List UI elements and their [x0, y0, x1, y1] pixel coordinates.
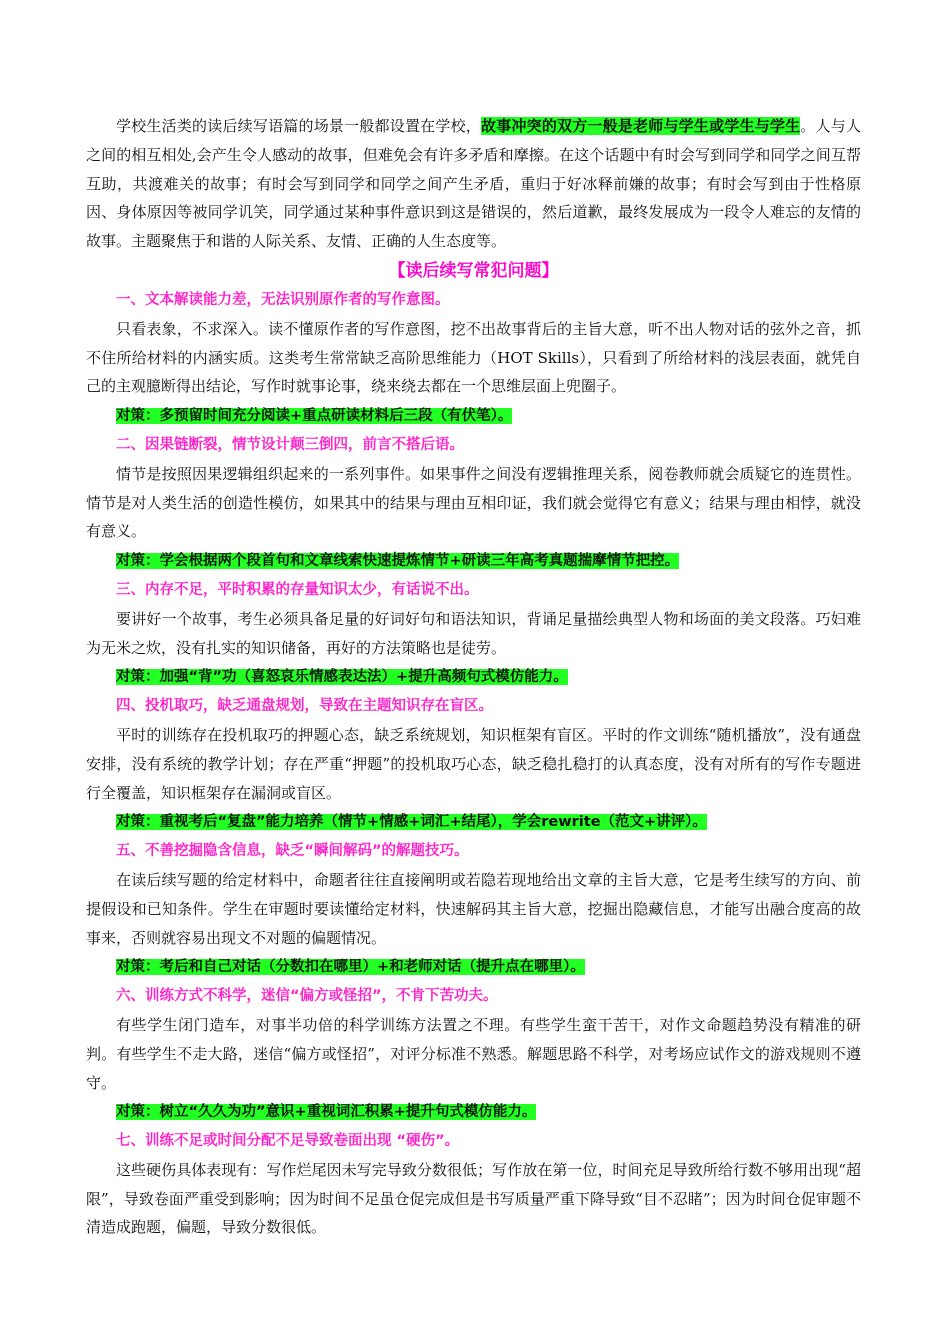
section-heading: 【读后续写常犯问题】	[388, 260, 559, 281]
section-1-title: 一、文本解读能力差，无法识别原作者的写作意图。	[116, 291, 450, 308]
section-4-title: 四、投机取巧，缺乏通盘规划，导致在主题知识存在盲区。	[116, 698, 493, 715]
section-5-title: 五、不善挖掘隐含信息，缺乏“瞬间解码”的解题技巧。	[116, 843, 469, 860]
section-3-title: 三、内存不足，平时积累的存量知识太少，有话说不出。	[116, 581, 479, 598]
section-3-body: 要讲好一个故事，考生必须具备足量的好词好句和语法知识，背诵足量描绘典型人物和场面的美文段落。巧妇难为无米之炊，没有扎实的知识储备，再好的方法策略也是徒劳。	[86, 609, 861, 657]
document-page	[86, 112, 861, 1242]
section-6-title: 六、训练方式不科学，迷信“偏方或怪招”，不肯下苦功夫。	[116, 988, 498, 1005]
section-7-title: 七、训练不足或时间分配不足导致卷面出现 “硬伤”。	[116, 1133, 460, 1150]
section-6-strategy: 对策：树立“久久为功”意识+重视词汇积累+提升句式模仿能力。	[116, 1104, 537, 1121]
section-5-body: 在读后续写题的给定材料中，命题者往往直接阐明或若隐若现地给出文章的主旨大意，它是考生续写的方向、前提假设和已知条件。学生在审题时要读懂给定材料，快速解码其主旨大意，挖掘出隐藏信息，才能写出融合度高的故事来，否则就容易出现文不对题的偏题情况。	[86, 870, 861, 947]
section-3-strategy: 对策：加强“背”功（喜怒哀乐情感表达法）+提升高频句式模仿能力。	[116, 669, 568, 686]
intro-highlight: 故事冲突的双方一般是老师与学生或学生与学生	[480, 117, 801, 135]
section-2-body: 情节是按照因果逻辑组织起来的一系列事件。如果事件之间没有逻辑推理关系，阅卷教师就会质疑它的连贯性。情节是对人类生活的创造性模仿，如果其中的结果与理由互相印证，我们就会觉得它有意义；结果与理由相悖，就没有意义。	[86, 464, 861, 541]
section-1-strategy: 对策：多预留时间充分阅读+重点研读材料后三段（有伏笔）。	[116, 408, 513, 425]
section-2-title: 二、因果链断裂，情节设计颠三倒四，前言不搭后语。	[116, 436, 464, 453]
section-7-body: 这些硬伤具体表现有：写作烂尾因未写完导致分数很低；写作放在第一位，时间充足导致所给行数不够用出现“超限”，导致卷面严重受到影响；因为时间不足虽仓促完成但是书写质量严重下降导致“目不忍睹”；因为时间仓促审题不清造成跑题，偏题，导致分数很低。	[86, 1160, 861, 1237]
section-5-strategy: 对策：考后和自己对话（分数扣在哪里）+和老师对话（提升点在哪里）。	[116, 959, 585, 976]
intro-text-1: 学校生活类的读后续写语篇的场景一般都设置在学校，	[116, 117, 481, 135]
intro-paragraph	[86, 112, 861, 256]
section-1-body: 只看表象，不求深入。读不懂原作者的写作意图，挖不出故事背后的主旨大意，听不出人物对话的弦外之音，抓不住所给材料的内涵实质。这类考生常常缺乏高阶思维能力（HOT Skills），只看到了所给材料的浅层表面，就凭自己的主观臆断得出结论，写作时就事论事，绕来绕去都在一个思维层面上兜圈子。	[86, 319, 861, 396]
section-2-strategy: 对策：学会根据两个段首句和文章线索快速提炼情节+研读三年高考真题揣摩情节把控。	[116, 553, 680, 570]
intro-text-2: 。人与人之间的相互相处,会产生令人感动的故事，但难免会有许多矛盾和摩擦。在这个话题中有时会写到同学和同学之间互帮互助，共渡难关的故事；有时会写到同学和同学之间产生矛盾，重归于好冰释前嫌的故事；有时会写到由于性格原因、身体原因等被同学讥笑，同学通过某种事件意识到这是错误的，然后道歉，最终发展成为一段令人难忘的友情的故事。主题聚焦于和谐的人际关系、友情、正确的人生态度等。	[86, 117, 861, 251]
section-6-body: 有些学生闭门造车，对事半功倍的科学训练方法置之不理。有些学生蛮干苦干，对作文命题趋势没有精准的研判。有些学生不走大路，迷信“偏方或怪招”，对评分标准不熟悉。解题思路不科学，对考场应试作文的游戏规则不遵守。	[86, 1015, 861, 1092]
section-4-strategy: 对策：重视考后“复盘”能力培养（情节+情感+词汇+结尾），学会rewrite（范文+讲评）。	[116, 814, 707, 831]
section-4-body: 平时的训练存在投机取巧的押题心态，缺乏系统规划，知识框架有盲区。平时的作文训练“随机播放”，没有通盘安排，没有系统的教学计划；存在严重“押题”的投机取巧心态，缺乏稳扎稳打的认真态度，没有对所有的写作专题进行全覆盖，知识框架存在漏洞或盲区。	[86, 725, 861, 802]
